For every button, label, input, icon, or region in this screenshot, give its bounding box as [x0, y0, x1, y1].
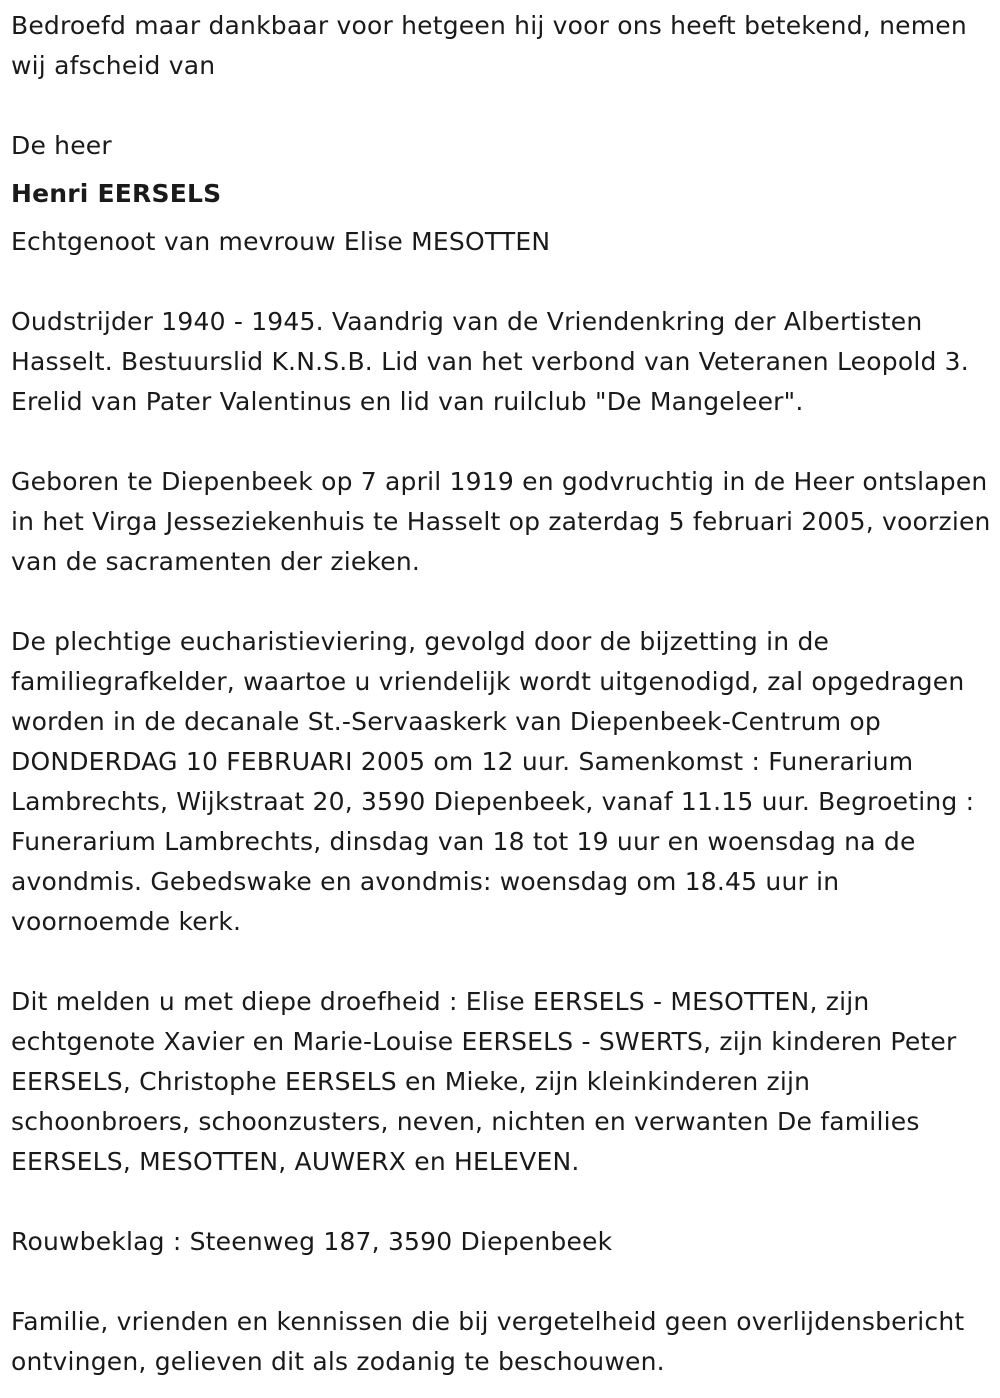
biography-paragraph: Oudstrijder 1940 - 1945. Vaandrig van de Vriendenkring der Albertisten Hasselt. Bestuurslid K.N.S.B. Lid van het verbond van Veteranen Leopold 3. Erelid van Pater Valentinus en lid van ruilclub "De Mangeleer". [11, 307, 969, 416]
birth-death-paragraph: Geboren te Diepenbeek op 7 april 1919 en godvruchtig in de Heer ontslapen in het Virga Jesseziekenhuis te Hasselt op zaterdag 5 februari 2005, voorzien van de sacramenten der zieken. [11, 467, 991, 576]
ceremony-paragraph: De plechtige eucharistieviering, gevolgd door de bijzetting in de familiegrafkelder, waartoe u vriendelijk wordt uitgenodigd, zal opgedragen worden in de decanale St.-Servaaskerk van Diepenbeek-Centrum op DONDERDAG 10 FEBRUARI 2005 om 12 uur. Samenkomst : Funerarium Lambrechts, Wijkstraat 20, 3590 Diepenbeek, vanaf 11.15 uur. Begroeting : Funerarium Lambrechts, dinsdag van 18 tot 19 uur en woensdag na de avondmis. Gebedswake en avondmis: woensdag om 18.45 uur in voornoemde kerk. [11, 627, 975, 936]
closing-note: Familie, vrienden en kennissen die bij vergetelheid geen overlijdensbericht ontvingen, gelieven dit als zodanig te beschouwen. [11, 1307, 965, 1376]
salutation: De heer [11, 131, 112, 160]
deceased-name: Henri EERSELS [11, 179, 222, 208]
intro-paragraph: Bedroefd maar dankbaar voor hetgeen hij voor ons heeft betekend, nemen wij afscheid van [11, 11, 967, 80]
condolence-address: Rouwbeklag : Steenweg 187, 3590 Diepenbeek [11, 1227, 613, 1256]
obituary-document [11, 6, 993, 1382]
announcement-paragraph: Dit melden u met diepe droefheid : Elise EERSELS - MESOTTEN, zijn echtgenote Xavier en Marie-Louise EERSELS - SWERTS, zijn kinderen Peter EERSELS, Christophe EERSELS en Mieke, zijn kleinkinderen zijn schoonbroers, schoonzusters, neven, nichten en verwanten De families EERSELS, MESOTTEN, AUWERX en HELEVEN. [11, 987, 957, 1176]
spouse-line: Echtgenoot van mevrouw Elise MESOTTEN [11, 227, 551, 256]
